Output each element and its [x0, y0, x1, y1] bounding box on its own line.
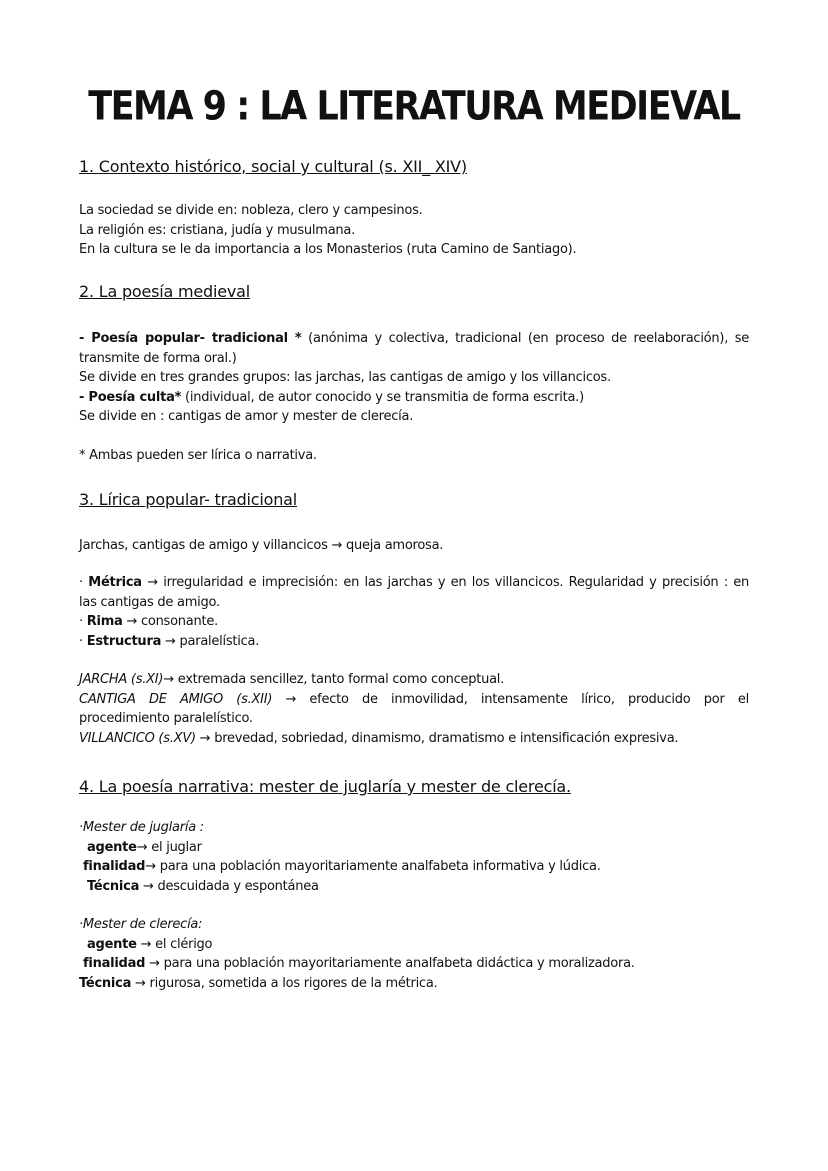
section-lyric-forms [79, 670, 749, 748]
term-label: - Poesía culta* [79, 389, 182, 405]
text-line: las cantigas de amigo. [79, 594, 220, 610]
term-label: Estructura [86, 633, 162, 649]
footnote: * Ambas pueden ser lírica o narrativa. [79, 448, 317, 463]
term-label: Técnica [79, 975, 132, 991]
form-desc: → extremada sencillez, tanto formal como conceptual. [163, 672, 505, 687]
text-line [79, 857, 749, 877]
section-poetry [79, 282, 749, 301]
term-desc: → rigurosa, sometida a los rigores de la métrica. [131, 975, 438, 991]
term-desc: → el juglar [136, 839, 202, 855]
text-line [79, 612, 749, 632]
term-desc: → irregularidad e imprecisión: en las jarchas y en los villancicos. Regularidad y precisión : en [141, 575, 749, 590]
text-line [79, 954, 749, 974]
term-desc: → paralelística. [161, 633, 260, 649]
section-heading: 3. Lírica popular- tradicional [79, 490, 298, 509]
section-poetry-body [79, 329, 749, 427]
term-label: finalidad [83, 956, 146, 971]
text-line: La religión es: cristiana, judía y musulmana. [79, 222, 356, 238]
section-clerecia [79, 915, 749, 993]
text-line [79, 877, 749, 897]
text-line [79, 670, 749, 690]
text-line: Se divide en tres grandes grupos: las jarchas, las cantigas de amigo y los villancicos. [79, 370, 611, 385]
term-label: Técnica [87, 878, 140, 894]
section-lyric-intro [79, 536, 749, 556]
term-desc: → para una población mayoritariamente analfabeta informativa y lúdica. [145, 859, 601, 874]
section-juglaria [79, 818, 749, 896]
text-line [79, 329, 749, 349]
section-lyric [79, 490, 749, 509]
term-label: Rima [86, 614, 123, 629]
term-desc: (anónima y colectiva, tradicional (en proceso de reelaboración), se [301, 331, 750, 346]
term-label: agente [87, 839, 137, 855]
text-line: En la cultura se le da importancia a los Monasterios (ruta Camino de Santiago). [79, 242, 577, 257]
text-line [79, 974, 749, 994]
term-desc: (individual, de autor conocido y se transmitia de forma escrita.) [181, 389, 584, 405]
term-desc: → el clérigo [136, 936, 213, 952]
text-line [79, 573, 749, 593]
form-label: JARCHA (s.XI) [79, 672, 164, 687]
text-line: Se divide en : cantigas de amor y mester de clerecía. [79, 409, 414, 424]
subsection-title-text: ·Mester de clerecía: [79, 917, 203, 932]
text-line [79, 388, 749, 408]
bullet: · [79, 575, 89, 590]
bullet: · [79, 633, 87, 649]
term-desc: → consonante. [122, 614, 218, 629]
subsection-title-text: ·Mester de juglaría : [79, 820, 204, 835]
text-line [79, 935, 749, 955]
term-label: - Poesía popular- tradicional * [79, 331, 302, 346]
bullet: · [79, 614, 87, 629]
section-heading: 4. La poesía narrativa: mester de juglaría y mester de clerecía. [79, 777, 571, 796]
section-context-body [79, 201, 749, 260]
section-lyric-features [79, 573, 749, 651]
subsection-title [79, 818, 749, 838]
text-line: La sociedad se divide en: nobleza, clero y campesinos. [79, 203, 423, 218]
term-label: Métrica [88, 575, 142, 590]
text-line: transmite de forma oral.) [79, 350, 237, 366]
section-poetry-note [79, 446, 749, 466]
text-line [79, 838, 749, 858]
section-narrative [79, 777, 749, 796]
term-label: finalidad [83, 859, 146, 874]
text-line [79, 729, 749, 749]
subsection-title [79, 915, 749, 935]
term-desc: → para una población mayoritariamente analfabeta didáctica y moralizadora. [145, 956, 635, 971]
text-line: Jarchas, cantigas de amigo y villancicos → queja amorosa. [79, 538, 444, 553]
section-heading: 2. La poesía medieval [79, 282, 251, 301]
text-line: procedimiento paralelístico. [79, 711, 253, 726]
term-desc: → descuidada y espontánea [139, 878, 319, 894]
form-desc: → efecto de inmovilidad, intensamente lírico, producido por el [272, 691, 749, 707]
form-label: CANTIGA DE AMIGO (s.XII) [79, 691, 273, 707]
form-desc: → brevedad, sobriedad, dinamismo, dramatismo e intensificación expresiva. [195, 730, 679, 746]
text-line [79, 690, 749, 710]
term-label: agente [87, 936, 137, 952]
section-context [79, 157, 749, 176]
text-line [79, 632, 749, 652]
form-label: VILLANCICO (s.XV) [79, 730, 196, 746]
page-title: TEMA 9 : LA LITERATURA MEDIEVAL [88, 84, 740, 130]
section-heading: 1. Contexto histórico, social y cultural (s. XII_ XIV) [79, 157, 467, 176]
